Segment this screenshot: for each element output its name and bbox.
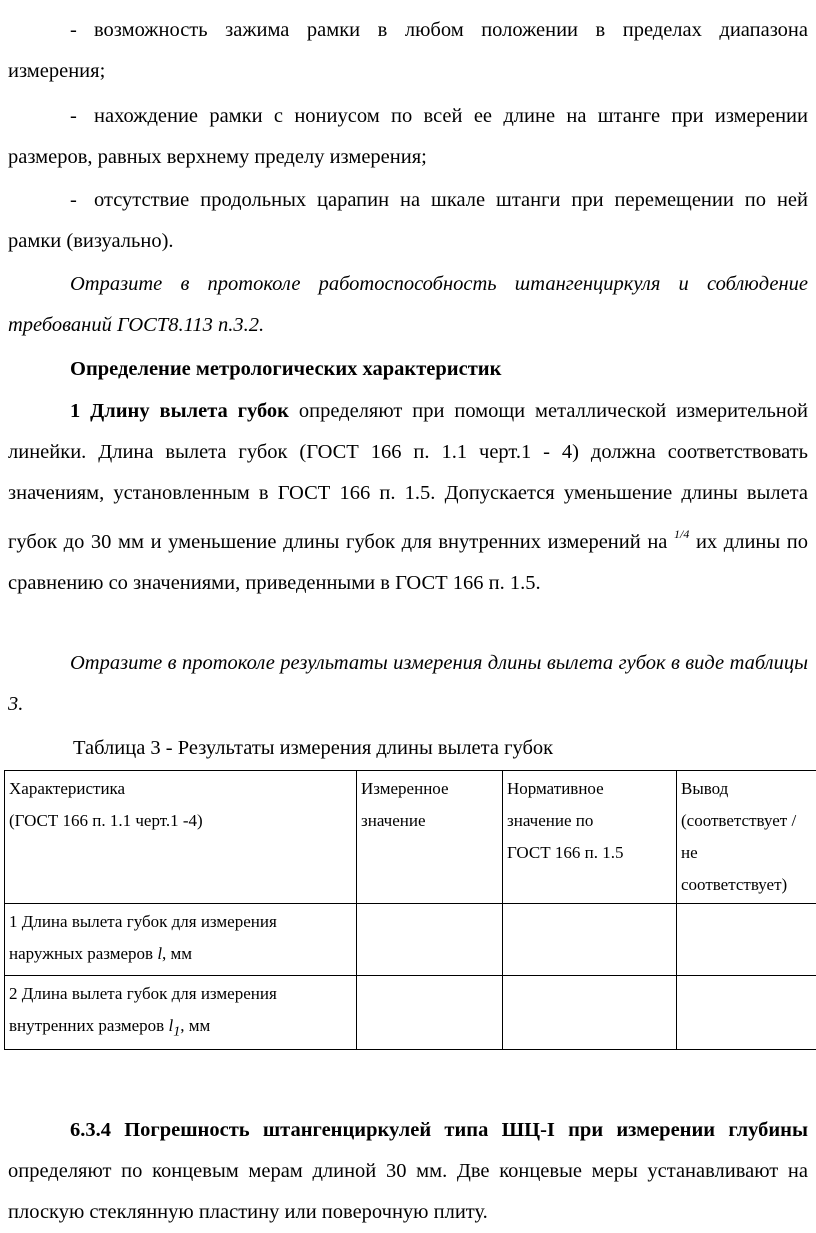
header-normative: Нормативное значение по ГОСТ 166 п. 1.5: [503, 771, 677, 904]
row-1-normative-cell[interactable]: [503, 904, 677, 976]
header-conclusion: Вывод (соответствует / не соответствует): [677, 771, 816, 904]
header-measured: Измеренное значение: [357, 771, 503, 904]
table-row: [5, 976, 816, 1050]
row-1-measured-cell[interactable]: [357, 904, 503, 976]
header-characteristic: Характеристика (ГОСТ 166 п. 1.1 черт.1 -4): [5, 771, 357, 904]
row-2-normative-cell[interactable]: [503, 976, 677, 1050]
row-1-conclusion-cell[interactable]: [677, 904, 816, 976]
depth-error-paragraph: 6.3.4 Погрешность штангенциркулей типа ШЦ-I при измерении глубины определяют по концевым мерам длиной 30 мм. Две концевые меры устанавливают на плоскую стеклянную пластину или поверочную плиту.: [8, 1110, 808, 1233]
requirement-paragraph-2: - нахождение рамки с нониусом по всей ее длине на штанге при измерении размеров, равных верхнему пределу измерения;: [8, 96, 808, 178]
instruction-paragraph-1: Отразите в протоколе работоспособность штангенциркуля и соблюдение требований ГОСТ8.113 п.3.2.: [8, 264, 808, 346]
jaw-length-paragraph: 1 Длину вылета губок определяют при помощи металлической измерительной линейки. Длина вылета губок (ГОСТ 166 п. 1.1 черт.1 - 4) должна соответствовать значениям, установленным в ГОСТ 166 п. 1.5. Допускается уменьшение длины вылета губок до 30 мм и уменьшение длины губок для внутренних измерений на $^{1/4}$ их длины по сравнению со значениями, приведенными в ГОСТ 166 п. 1.5.: [8, 391, 808, 604]
requirement-paragraph-3: - отсутствие продольных царапин на шкале штанги при перемещении по ней рамки (визуально).: [8, 180, 808, 262]
instruction-paragraph-2: Отразите в протоколе результаты измерения длины вылета губок в виде таблицы 3.: [8, 643, 808, 725]
row-2-conclusion-cell[interactable]: [677, 976, 816, 1050]
fraction-superscript: 1/4: [674, 527, 689, 541]
section-heading: Определение метрологических характеристик: [8, 349, 808, 390]
results-table: [4, 770, 816, 1050]
requirement-paragraph-1: - возможность зажима рамки в любом положении в пределах диапазона измерения;: [8, 10, 808, 92]
row-2-measured-cell[interactable]: [357, 976, 503, 1050]
table-caption: Таблица 3 - Результаты измерения длины вылета губок: [73, 728, 553, 769]
row-2-characteristic: 2 Длина вылета губок для измерения внутренних размеров $l_1$, мм: [5, 976, 357, 1050]
table-header-row: [5, 771, 816, 904]
table-row: [5, 904, 816, 976]
row-1-characteristic: 1 Длина вылета губок для измерения наружных размеров l, мм: [5, 904, 357, 976]
